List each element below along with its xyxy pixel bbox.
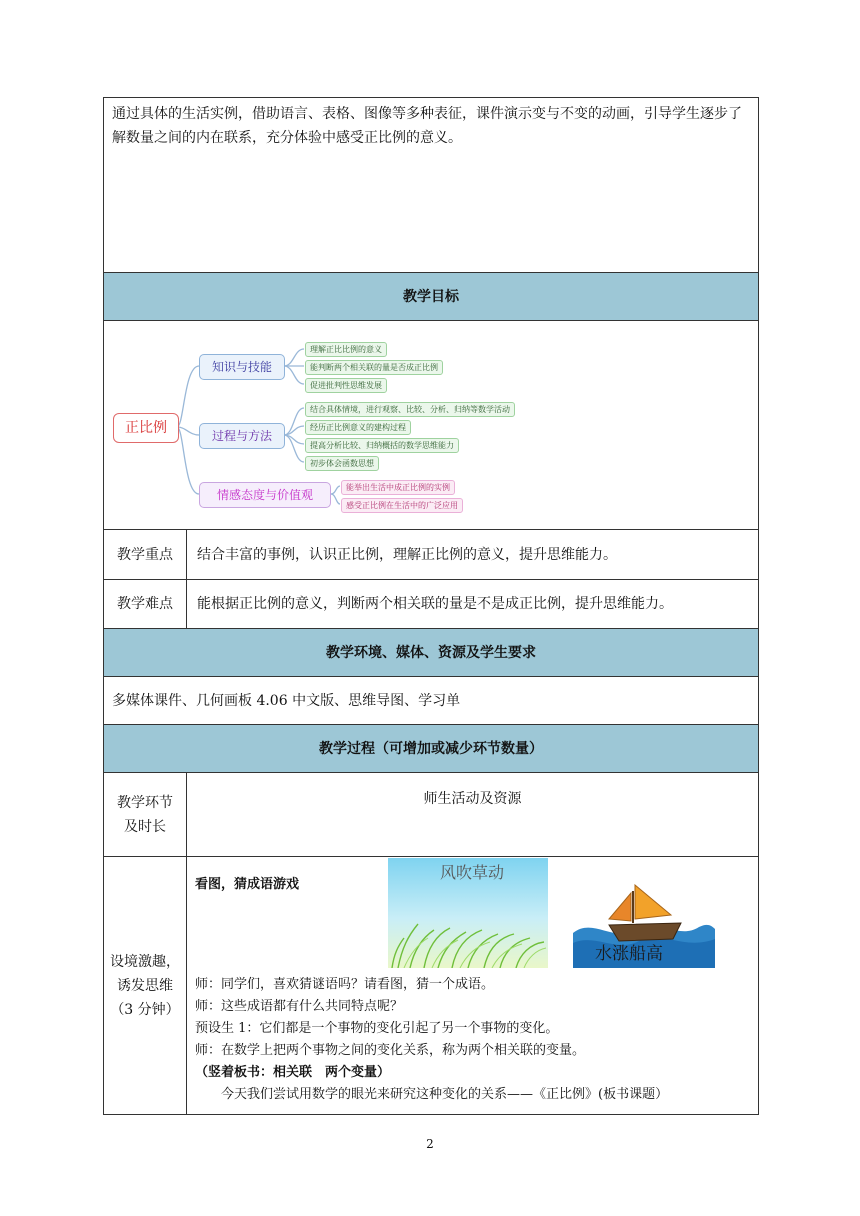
board-note: （竖着板书：相关联 两个变量） (195, 1065, 391, 1080)
dialogue-line-last: 今天我们尝试用数学的眼光来研究这种变化的关系——《正比例》(板书课题） (195, 1087, 669, 1102)
mindmap-leaf: 能举出生活中成正比例的实例 (341, 480, 455, 495)
mindmap-branch-attitude: 情感态度与价值观 (199, 482, 331, 508)
section-goals-header: 教学目标 (104, 273, 759, 321)
wind-grass-caption: 风吹草动 (440, 863, 505, 882)
key-point-label: 教学重点 (104, 530, 187, 580)
dialogue-line: 师：这些成语都有什么共同特点呢？ (195, 999, 404, 1014)
mindmap-branch-process: 过程与方法 (199, 423, 285, 449)
mindmap-leaf: 促进批判性思维发展 (305, 378, 387, 393)
mindmap-leaf: 初步体会函数思想 (305, 456, 379, 471)
step1-label-line2: 诱发思维 (117, 977, 173, 994)
mindmap-leaf: 感受正比例在生活中的广泛应用 (341, 498, 463, 513)
process-header-left (104, 773, 187, 857)
step1-label-line1: 设境激趣， (110, 953, 180, 970)
boat-caption: 水涨船高 (595, 944, 663, 964)
step1-label-line3: （3 分钟） (110, 1001, 180, 1018)
dialogue-line: 师：在数学上把两个事物之间的变化关系，称为两个相关联的变量。 (195, 1043, 586, 1058)
lesson-plan-table (103, 97, 759, 1115)
step1-dialogue (195, 974, 755, 1106)
mindmap-leaf: 提高分析比较、归纳概括的数学思维能力 (305, 438, 459, 453)
step1-content (187, 857, 759, 1115)
key-point-text: 结合丰富的事例，认识正比例，理解正比例的意义，提升思维能力。 (187, 530, 759, 580)
section-process-header: 教学过程（可增加或减少环节数量） (104, 725, 759, 773)
mindmap-leaf: 理解正比比例的意义 (305, 342, 387, 357)
mindmap-leaf: 结合具体情境，进行观察、比较、分析、归纳等数学活动 (305, 402, 515, 417)
mindmap-root: 正比例 (113, 413, 179, 443)
mindmap-cell (104, 321, 759, 530)
process-header-right: 师生活动及资源 (187, 773, 759, 857)
process-header-left-line2: 及时长 (124, 818, 166, 835)
env-text: 多媒体课件、几何画板 4.06 中文版、思维导图、学习单 (104, 677, 759, 725)
wind-grass-image (388, 858, 548, 968)
difficulty-label: 教学难点 (104, 580, 187, 629)
game-title: 看图，猜成语游戏 (195, 877, 300, 892)
boat-image (573, 873, 715, 968)
mindmap-branch-knowledge: 知识与技能 (199, 354, 285, 380)
process-header-left-line1: 教学环节 (117, 794, 173, 811)
page-number: 2 (426, 1137, 434, 1151)
step1-label (104, 857, 187, 1115)
mindmap-leaf: 能判断两个相关联的量是否成正比例 (305, 360, 443, 375)
intro-text: 通过具体的生活实例，借助语言、表格、图像等多种表征，课件演示变与不变的动画，引导学生逐步了解数量之间的内在联系，充分体验中感受正比例的意义。 (112, 106, 742, 146)
intro-cell (104, 98, 759, 273)
dialogue-line: 预设生 1：它们都是一个事物的变化引起了另一个事物的变化。 (195, 1021, 559, 1036)
section-env-header: 教学环境、媒体、资源及学生要求 (104, 629, 759, 677)
mindmap-leaf: 经历正比例意义的建构过程 (305, 420, 411, 435)
dialogue-line: 师：同学们，喜欢猜谜语吗？请看图，猜一个成语。 (195, 977, 495, 992)
difficulty-text: 能根据正比例的意义，判断两个相关联的量是不是成正比例，提升思维能力。 (187, 580, 759, 629)
mindmap (104, 321, 758, 528)
